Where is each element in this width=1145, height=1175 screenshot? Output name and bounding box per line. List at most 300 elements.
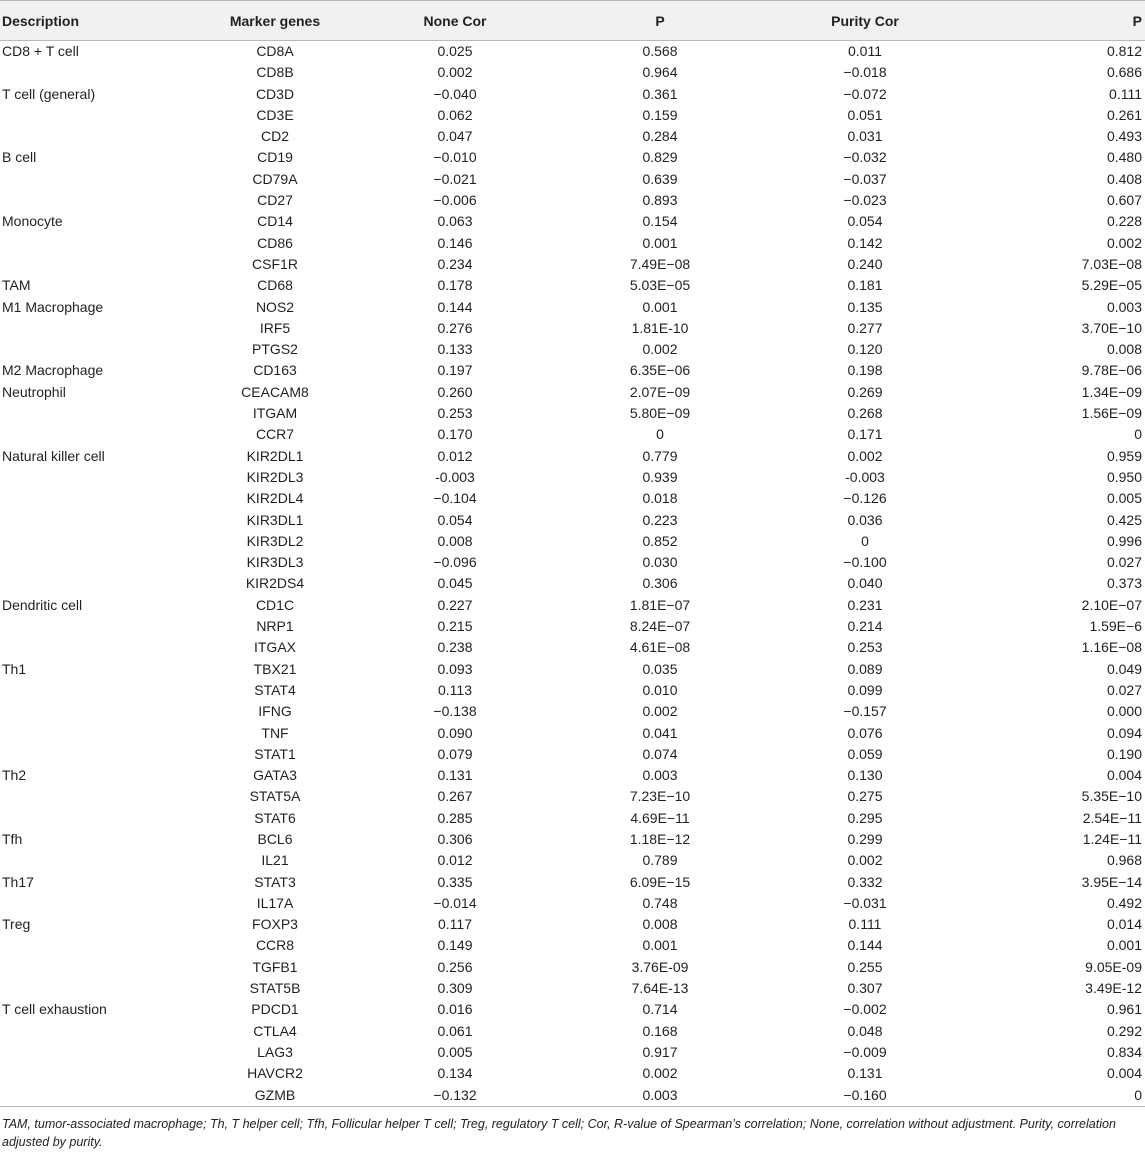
cell-none-p: 0 bbox=[656, 426, 664, 443]
cell-marker-gene: FOXP3 bbox=[252, 916, 298, 933]
table-row bbox=[0, 211, 1145, 232]
cell-none-p: 4.69E−11 bbox=[630, 809, 690, 826]
cell-none-cor: 0.144 bbox=[437, 298, 473, 315]
cell-purity-p: 3.70E−10 bbox=[1081, 319, 1142, 336]
table-row bbox=[0, 595, 1145, 616]
table-row bbox=[0, 510, 1145, 531]
cell-description bbox=[0, 105, 200, 126]
cell-purity-p: 0.002 bbox=[1106, 234, 1142, 251]
table-row bbox=[0, 573, 1145, 594]
cell-purity-cor: 0.089 bbox=[847, 660, 883, 677]
cell-purity-cor: −0.072 bbox=[843, 85, 887, 102]
cell-description: CD8 + T cell bbox=[2, 43, 79, 59]
cell-description bbox=[0, 1021, 200, 1042]
cell-none-p: 5.80E−09 bbox=[629, 405, 691, 422]
table-row bbox=[0, 62, 1145, 83]
cell-none-p: 0.002 bbox=[642, 341, 678, 358]
cell-purity-p: 1.59E−6 bbox=[1089, 618, 1142, 635]
cell-none-p: 0.035 bbox=[642, 660, 678, 677]
table-row bbox=[0, 446, 1145, 467]
cell-none-p: 0.361 bbox=[642, 85, 678, 102]
table-row bbox=[0, 935, 1145, 956]
cell-none-cor: 0.197 bbox=[437, 362, 473, 379]
cell-purity-cor: −0.160 bbox=[843, 1086, 887, 1103]
cell-marker-gene: ITGAM bbox=[252, 405, 298, 422]
cell-none-p: 0.008 bbox=[642, 916, 678, 933]
cell-none-cor: 0.005 bbox=[437, 1043, 473, 1060]
cell-description: Monocyte bbox=[2, 213, 63, 230]
cell-none-p: 0.041 bbox=[642, 724, 678, 741]
table-row bbox=[0, 424, 1145, 445]
cell-none-p: 0.789 bbox=[642, 852, 678, 869]
table-header bbox=[0, 1, 1145, 41]
table-row bbox=[0, 169, 1145, 190]
table-row bbox=[0, 297, 1145, 318]
cell-none-p: 6.35E−06 bbox=[629, 362, 691, 379]
cell-purity-p: 0.968 bbox=[1106, 852, 1142, 869]
cell-purity-cor: −0.157 bbox=[843, 703, 887, 720]
cell-none-cor: −0.010 bbox=[433, 149, 477, 166]
cell-none-p: 7.64E-13 bbox=[631, 980, 689, 997]
cell-purity-p: 0.812 bbox=[1106, 43, 1142, 59]
cell-marker-gene: STAT6 bbox=[254, 809, 296, 826]
cell-description: TAM bbox=[2, 277, 31, 294]
cell-purity-p: 1.24E−11 bbox=[1082, 830, 1142, 847]
cell-marker-gene: STAT5B bbox=[249, 980, 301, 997]
cell-purity-p: 0.261 bbox=[1106, 106, 1142, 123]
cell-description bbox=[0, 339, 200, 360]
cell-description: Th1 bbox=[2, 660, 27, 677]
cell-purity-p: 0.492 bbox=[1106, 894, 1142, 911]
cell-marker-gene: CD3D bbox=[255, 85, 295, 102]
cell-marker-gene: CD2 bbox=[260, 128, 289, 145]
table-row bbox=[0, 147, 1145, 168]
cell-marker-gene: TBX21 bbox=[253, 660, 297, 677]
cell-none-p: 0.639 bbox=[642, 170, 678, 187]
cell-purity-cor: 0.214 bbox=[847, 618, 883, 635]
header-purity-cor: Purity Cor bbox=[760, 1, 970, 41]
cell-none-cor: 0.012 bbox=[437, 447, 473, 464]
table-footnote: TAM, tumor-associated macrophage; Th, T helper cell; Tfh, Follicular helper T cell; Treg, regulatory T cell; Cor, R-value of Spearman’s correlation; None, correlation without adjustment. Purity, correlation adjusted by purity. bbox=[2, 1116, 1116, 1149]
cell-none-cor: 0.285 bbox=[437, 809, 473, 826]
cell-none-p: 0.939 bbox=[642, 468, 678, 485]
cell-none-p: 1.81E-10 bbox=[631, 319, 689, 336]
table-row bbox=[0, 808, 1145, 829]
cell-description bbox=[0, 488, 200, 509]
cell-marker-gene: IL21 bbox=[261, 852, 289, 869]
table-row bbox=[0, 616, 1145, 637]
cell-purity-cor: 0.031 bbox=[847, 128, 883, 145]
cell-none-cor: −0.021 bbox=[433, 170, 477, 187]
table-row bbox=[0, 978, 1145, 999]
table-row bbox=[0, 850, 1145, 871]
cell-marker-gene: CEACAM8 bbox=[241, 383, 309, 400]
cell-none-cor: 0.134 bbox=[437, 1065, 473, 1082]
cell-none-cor: 0.079 bbox=[437, 745, 473, 762]
cell-description bbox=[0, 424, 200, 445]
cell-none-p: 5.03E−05 bbox=[629, 277, 691, 294]
cell-purity-cor: 0.268 bbox=[847, 405, 883, 422]
cell-purity-cor: 0.120 bbox=[847, 341, 883, 358]
cell-purity-p: 0.408 bbox=[1106, 170, 1142, 187]
table-row bbox=[0, 1042, 1145, 1063]
cell-description bbox=[0, 467, 200, 488]
cell-none-cor: 0.133 bbox=[437, 341, 473, 358]
cell-marker-gene: CD163 bbox=[253, 362, 297, 379]
table-row bbox=[0, 126, 1145, 147]
cell-purity-p: 0.008 bbox=[1106, 341, 1142, 358]
cell-marker-gene: CD8B bbox=[256, 64, 294, 81]
cell-description bbox=[0, 318, 200, 339]
cell-purity-p: 1.16E−08 bbox=[1081, 639, 1142, 656]
table-row bbox=[0, 957, 1145, 978]
cell-purity-p: 9.05E-09 bbox=[1085, 958, 1142, 975]
cell-description: M1 Macrophage bbox=[2, 298, 104, 315]
cell-none-cor: 0.309 bbox=[437, 980, 473, 997]
cell-none-p: 0.223 bbox=[642, 511, 678, 528]
cell-purity-p: 0.094 bbox=[1106, 724, 1142, 741]
cell-description bbox=[0, 978, 200, 999]
cell-purity-p: 0.001 bbox=[1106, 937, 1142, 954]
cell-none-cor: 0.170 bbox=[437, 426, 473, 443]
cell-marker-gene: IRF5 bbox=[259, 319, 291, 336]
cell-purity-cor: 0.295 bbox=[847, 809, 883, 826]
cell-none-cor: 0.178 bbox=[437, 277, 473, 294]
cell-purity-p: 0.027 bbox=[1106, 554, 1142, 571]
cell-purity-p: 0.834 bbox=[1106, 1043, 1142, 1060]
cell-none-p: 0.002 bbox=[642, 703, 678, 720]
cell-purity-cor: 0.099 bbox=[847, 681, 883, 698]
cell-description bbox=[0, 190, 200, 211]
cell-purity-cor: 0.054 bbox=[847, 213, 883, 230]
cell-purity-cor: 0.142 bbox=[847, 234, 883, 251]
cell-purity-p: 0.373 bbox=[1106, 575, 1142, 592]
cell-marker-gene: STAT5A bbox=[249, 788, 301, 805]
cell-marker-gene: IL17A bbox=[256, 894, 294, 911]
cell-none-p: 0.010 bbox=[642, 681, 678, 698]
cell-none-cor: −0.014 bbox=[433, 894, 477, 911]
cell-purity-cor: 0.198 bbox=[847, 362, 883, 379]
cell-none-p: 0.779 bbox=[642, 447, 678, 464]
cell-none-cor: 0.335 bbox=[437, 873, 473, 890]
cell-purity-p: 0.480 bbox=[1106, 149, 1142, 166]
cell-none-cor: 0.238 bbox=[437, 639, 473, 656]
cell-none-cor: 0.054 bbox=[437, 511, 473, 528]
cell-purity-cor: 0.255 bbox=[847, 958, 883, 975]
table-row bbox=[0, 999, 1145, 1020]
cell-purity-cor: −0.032 bbox=[843, 149, 887, 166]
cell-purity-p: 0.111 bbox=[1109, 85, 1142, 102]
cell-purity-cor: 0.277 bbox=[847, 319, 883, 336]
cell-purity-p: 1.34E−09 bbox=[1081, 383, 1142, 400]
table-row bbox=[0, 360, 1145, 381]
table-row bbox=[0, 1021, 1145, 1042]
cell-purity-cor: 0.131 bbox=[847, 1065, 883, 1082]
cell-none-cor: 0.012 bbox=[437, 852, 473, 869]
cell-none-cor: 0.227 bbox=[437, 596, 473, 613]
cell-purity-cor: −0.018 bbox=[843, 64, 887, 81]
cell-none-p: 6.09E−15 bbox=[629, 873, 691, 890]
cell-none-cor: 0.253 bbox=[437, 405, 473, 422]
cell-description bbox=[0, 1085, 200, 1106]
cell-none-cor: −0.104 bbox=[433, 490, 477, 507]
table-row bbox=[0, 552, 1145, 573]
cell-none-cor: 0.061 bbox=[437, 1022, 473, 1039]
table-row bbox=[0, 1063, 1145, 1084]
cell-none-cor: 0.063 bbox=[437, 213, 473, 230]
cell-description bbox=[0, 552, 200, 573]
cell-purity-p: 0.607 bbox=[1106, 192, 1142, 209]
cell-purity-cor: −0.037 bbox=[843, 170, 887, 187]
cell-none-p: 0.030 bbox=[642, 554, 678, 571]
cell-description: Natural killer cell bbox=[2, 447, 105, 464]
cell-description bbox=[0, 957, 200, 978]
cell-description bbox=[0, 637, 200, 658]
cell-purity-p: 2.54E−11 bbox=[1082, 809, 1142, 826]
cell-purity-p: 0 bbox=[1134, 1086, 1142, 1103]
cell-none-p: 7.49E−08 bbox=[629, 255, 691, 272]
table-row bbox=[0, 339, 1145, 360]
cell-marker-gene: CD3E bbox=[256, 106, 294, 123]
cell-purity-cor: 0.059 bbox=[847, 745, 883, 762]
cell-purity-p: 0 bbox=[1134, 426, 1142, 443]
table-row bbox=[0, 488, 1145, 509]
table-row bbox=[0, 382, 1145, 403]
cell-purity-p: 0.950 bbox=[1106, 468, 1142, 485]
cell-none-cor: 0.002 bbox=[437, 64, 473, 81]
cell-marker-gene: KIR2DL4 bbox=[246, 490, 304, 507]
cell-description bbox=[0, 893, 200, 914]
cell-purity-p: 9.78E−06 bbox=[1081, 362, 1142, 379]
table-row bbox=[0, 701, 1145, 722]
cell-description: Th17 bbox=[2, 873, 34, 890]
cell-marker-gene: HAVCR2 bbox=[247, 1065, 303, 1082]
cell-marker-gene: STAT4 bbox=[254, 681, 296, 698]
cell-description bbox=[0, 701, 200, 722]
table-row bbox=[0, 190, 1145, 211]
cell-marker-gene: NRP1 bbox=[256, 618, 294, 635]
table-row bbox=[0, 1085, 1145, 1106]
cell-purity-cor: 0.002 bbox=[847, 852, 883, 869]
cell-marker-gene: GZMB bbox=[254, 1086, 296, 1103]
cell-description bbox=[0, 531, 200, 552]
table-row bbox=[0, 893, 1145, 914]
cell-description: T cell exhaustion bbox=[2, 1001, 107, 1018]
cell-none-cor: 0.025 bbox=[437, 43, 473, 59]
cell-marker-gene: CSF1R bbox=[252, 255, 298, 272]
table-body bbox=[0, 41, 1145, 1106]
cell-purity-p: 0.004 bbox=[1106, 1065, 1142, 1082]
cell-marker-gene: CD79A bbox=[252, 170, 298, 187]
cell-marker-gene: PDCD1 bbox=[251, 1001, 299, 1018]
cell-purity-cor: −0.126 bbox=[843, 490, 887, 507]
cell-purity-cor: 0.040 bbox=[847, 575, 883, 592]
cell-none-p: 0.074 bbox=[642, 745, 678, 762]
cell-marker-gene: CD8A bbox=[256, 43, 294, 59]
cell-none-p: 8.24E−07 bbox=[629, 618, 691, 635]
cell-purity-p: 0.027 bbox=[1106, 681, 1142, 698]
cell-marker-gene: TGFB1 bbox=[252, 958, 298, 975]
cell-none-cor: −0.132 bbox=[433, 1086, 477, 1103]
cell-none-p: 0.154 bbox=[642, 213, 678, 230]
cell-purity-p: 0.003 bbox=[1106, 298, 1142, 315]
cell-none-cor: 0.131 bbox=[437, 767, 473, 784]
cell-purity-cor: 0.269 bbox=[847, 383, 883, 400]
cell-description: Neutrophil bbox=[2, 383, 66, 400]
cell-description bbox=[0, 616, 200, 637]
table-row bbox=[0, 680, 1145, 701]
header-none-p: P bbox=[560, 1, 760, 41]
cell-none-p: 0.852 bbox=[642, 532, 678, 549]
cell-description bbox=[0, 1063, 200, 1084]
cell-marker-gene: PTGS2 bbox=[252, 341, 298, 358]
cell-purity-cor: −0.023 bbox=[843, 192, 887, 209]
cell-none-cor: 0.149 bbox=[437, 937, 473, 954]
cell-description bbox=[0, 510, 200, 531]
cell-description bbox=[0, 935, 200, 956]
cell-none-cor: -0.003 bbox=[435, 468, 475, 485]
cell-none-p: 1.18E−12 bbox=[629, 830, 691, 847]
cell-description bbox=[0, 808, 200, 829]
cell-marker-gene: CD19 bbox=[257, 149, 293, 166]
cell-description: Treg bbox=[2, 916, 31, 933]
cell-none-p: 0.893 bbox=[642, 192, 678, 209]
cell-purity-cor: 0.130 bbox=[847, 767, 883, 784]
cell-none-cor: 0.276 bbox=[437, 319, 473, 336]
table-row bbox=[0, 637, 1145, 658]
cell-none-cor: −0.040 bbox=[433, 85, 477, 102]
table-row bbox=[0, 403, 1145, 424]
table-row bbox=[0, 531, 1145, 552]
cell-none-cor: 0.306 bbox=[437, 830, 473, 847]
cell-description: B cell bbox=[2, 149, 37, 166]
cell-marker-gene: LAG3 bbox=[257, 1043, 293, 1060]
cell-purity-cor: −0.031 bbox=[843, 894, 887, 911]
cell-marker-gene: KIR2DL1 bbox=[246, 447, 304, 464]
table-row bbox=[0, 744, 1145, 765]
cell-none-cor: 0.093 bbox=[437, 660, 473, 677]
table-row bbox=[0, 765, 1145, 786]
cell-none-cor: 0.267 bbox=[437, 788, 473, 805]
cell-purity-cor: 0 bbox=[861, 532, 869, 549]
table-row bbox=[0, 723, 1145, 744]
cell-marker-gene: CD14 bbox=[257, 213, 293, 230]
cell-purity-cor: −0.002 bbox=[843, 1001, 887, 1018]
cell-marker-gene: IFNG bbox=[258, 703, 292, 720]
cell-none-cor: 0.256 bbox=[437, 958, 473, 975]
header-description: Description bbox=[0, 1, 200, 41]
cell-marker-gene: STAT3 bbox=[254, 873, 296, 890]
cell-marker-gene: ITGAX bbox=[253, 639, 296, 656]
table-row bbox=[0, 275, 1145, 296]
cell-none-cor: 0.146 bbox=[437, 234, 473, 251]
cell-purity-cor: -0.003 bbox=[845, 468, 885, 485]
table-row bbox=[0, 786, 1145, 807]
cell-none-p: 0.168 bbox=[642, 1022, 678, 1039]
cell-none-cor: 0.062 bbox=[437, 106, 473, 123]
cell-description bbox=[0, 744, 200, 765]
cell-marker-gene: CD1C bbox=[255, 596, 295, 613]
cell-description: T cell (general) bbox=[2, 85, 96, 102]
table-row bbox=[0, 105, 1145, 126]
cell-marker-gene: BCL6 bbox=[257, 830, 293, 847]
cell-purity-p: 0.292 bbox=[1106, 1022, 1142, 1039]
cell-none-cor: −0.096 bbox=[433, 554, 477, 571]
cell-none-cor: 0.215 bbox=[437, 618, 473, 635]
cell-none-p: 0.003 bbox=[642, 1086, 678, 1103]
cell-none-p: 0.001 bbox=[642, 234, 678, 251]
cell-description bbox=[0, 680, 200, 701]
cell-none-cor: 0.047 bbox=[437, 128, 473, 145]
cell-purity-p: 0.493 bbox=[1106, 128, 1142, 145]
cell-description bbox=[0, 126, 200, 147]
cell-marker-gene: CD68 bbox=[257, 277, 293, 294]
cell-marker-gene: KIR3DL1 bbox=[246, 511, 304, 528]
cell-none-p: 0.748 bbox=[642, 894, 678, 911]
cell-none-cor: 0.234 bbox=[437, 255, 473, 272]
cell-none-cor: 0.260 bbox=[437, 383, 473, 400]
cell-marker-gene: TNF bbox=[261, 724, 289, 741]
cell-none-cor: 0.008 bbox=[437, 532, 473, 549]
cell-purity-cor: 0.076 bbox=[847, 724, 883, 741]
cell-description bbox=[0, 169, 200, 190]
cell-description bbox=[0, 723, 200, 744]
cell-purity-p: 0.686 bbox=[1106, 64, 1142, 81]
cell-none-p: 0.568 bbox=[642, 43, 678, 59]
cell-marker-gene: STAT1 bbox=[254, 745, 296, 762]
cell-none-p: 0.284 bbox=[642, 128, 678, 145]
cell-none-cor: −0.138 bbox=[433, 703, 477, 720]
cell-none-p: 0.714 bbox=[642, 1001, 678, 1018]
cell-purity-cor: 0.307 bbox=[847, 980, 883, 997]
cell-purity-p: 3.95E−14 bbox=[1081, 873, 1142, 890]
cell-none-cor: 0.117 bbox=[438, 916, 472, 933]
cell-none-p: 0.829 bbox=[642, 149, 678, 166]
cell-marker-gene: KIR2DL3 bbox=[246, 468, 304, 485]
cell-none-p: 0.018 bbox=[642, 490, 678, 507]
cell-none-cor: 0.045 bbox=[437, 575, 473, 592]
cell-purity-cor: 0.011 bbox=[848, 43, 882, 59]
cell-none-p: 0.002 bbox=[642, 1065, 678, 1082]
cell-marker-gene: NOS2 bbox=[255, 298, 295, 315]
cell-description bbox=[0, 573, 200, 594]
table-row bbox=[0, 872, 1145, 893]
cell-marker-gene: CD27 bbox=[257, 192, 293, 209]
cell-purity-p: 0.049 bbox=[1106, 660, 1142, 677]
cell-purity-p: 0.959 bbox=[1106, 447, 1142, 464]
cell-purity-cor: 0.171 bbox=[847, 426, 883, 443]
cell-purity-p: 1.56E−09 bbox=[1081, 405, 1142, 422]
table-row bbox=[0, 914, 1145, 935]
cell-description bbox=[0, 403, 200, 424]
cell-purity-cor: 0.144 bbox=[847, 937, 883, 954]
cell-description: Th2 bbox=[2, 767, 27, 784]
cell-purity-cor: 0.135 bbox=[847, 298, 883, 315]
cell-purity-cor: 0.231 bbox=[847, 596, 883, 613]
cell-purity-cor: 0.181 bbox=[847, 277, 883, 294]
cell-marker-gene: CCR7 bbox=[255, 426, 295, 443]
cell-marker-gene: CCR8 bbox=[255, 937, 295, 954]
table-row bbox=[0, 41, 1145, 63]
table-row bbox=[0, 829, 1145, 850]
cell-description bbox=[0, 62, 200, 83]
table-row bbox=[0, 84, 1145, 105]
cell-description: Dendritic cell bbox=[2, 596, 83, 613]
cell-purity-p: 2.10E−07 bbox=[1081, 596, 1142, 613]
cell-none-p: 0.917 bbox=[642, 1043, 678, 1060]
cell-description bbox=[0, 786, 200, 807]
cell-purity-p: 0.228 bbox=[1106, 213, 1142, 230]
